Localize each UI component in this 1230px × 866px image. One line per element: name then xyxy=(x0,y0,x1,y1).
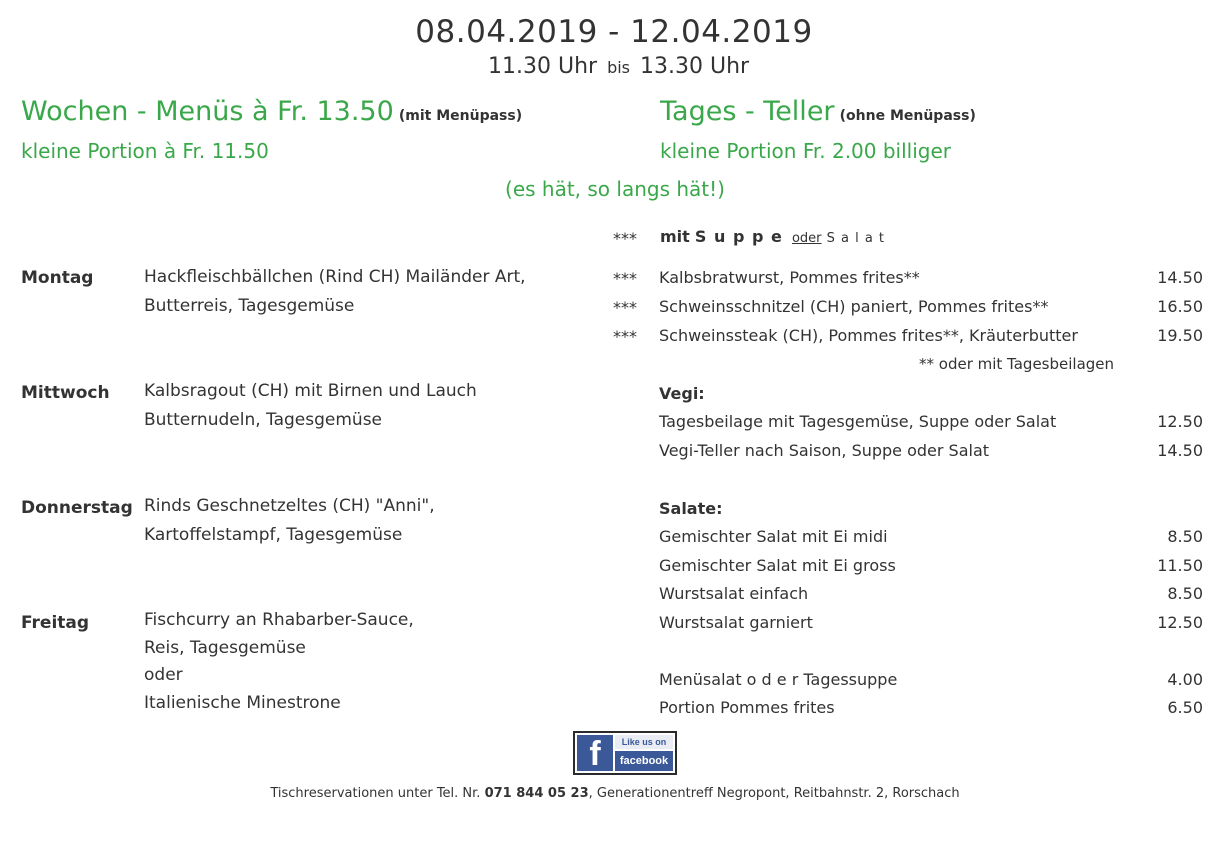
availability-note: (es hät, so langs hät!) xyxy=(505,177,725,201)
salate-heading: Salate: xyxy=(659,499,723,518)
footer-phone: 071 844 05 23 xyxy=(484,786,589,801)
day-donnerstag: Donnerstag xyxy=(21,498,133,518)
dish-line: Butternudeln, Tagesgemüse xyxy=(144,409,383,430)
dish-line: Butterreis, Tagesgemüse xyxy=(144,295,355,316)
intro-oder: oder xyxy=(791,231,822,246)
dish-line: Rinds Geschnetzeltes (CH) "Anni", xyxy=(144,496,435,516)
time-to: 13.30 Uhr xyxy=(640,54,750,79)
date-range: 08.04.2019 - 12.04.2019 xyxy=(415,14,813,50)
menu-price: 16.50 xyxy=(1157,297,1203,316)
wochen-small-portion: kleine Portion à Fr. 11.50 xyxy=(21,139,269,163)
menu-item: Schweinsschnitzel (CH) paniert, Pommes frites** xyxy=(659,297,1049,316)
tages-small-portion: kleine Portion Fr. 2.00 billiger xyxy=(660,139,951,163)
facebook-like-badge[interactable] xyxy=(573,731,677,775)
menu-item: Menüsalat o d e r Tagessuppe xyxy=(659,670,898,689)
menu-price: 4.00 xyxy=(1167,670,1203,689)
footer-prefix: Tischreservationen unter Tel. Nr. xyxy=(270,786,481,801)
time-from: 11.30 Uhr xyxy=(488,54,598,79)
facebook-wordmark: facebook xyxy=(615,751,673,771)
day-montag: Montag xyxy=(21,268,94,288)
tages-title: Tages - Teller xyxy=(660,96,835,127)
intro-salat: S a l a t xyxy=(826,231,886,246)
beilagen-footnote: ** oder mit Tagesbeilagen xyxy=(919,355,1115,373)
intro-stars: *** xyxy=(613,229,637,248)
wochen-note: (mit Menüpass) xyxy=(398,108,523,124)
intro-suppe: S u p p e xyxy=(694,227,783,246)
stars-3: *** xyxy=(613,327,637,346)
dish-line: Italienische Minestrone xyxy=(144,692,341,713)
vegi-heading: Vegi: xyxy=(659,384,705,403)
day-freitag: Freitag xyxy=(21,613,90,633)
suppe-salat-intro xyxy=(660,227,885,246)
menu-item: Schweinssteak (CH), Pommes frites**, Kräuterbutter xyxy=(659,326,1078,345)
menu-item: Wurstsalat garniert xyxy=(659,613,813,632)
dish-line: oder xyxy=(144,665,183,685)
day-mittwoch: Mittwoch xyxy=(21,383,110,403)
wochen-title: Wochen - Menüs à Fr. 13.50 xyxy=(21,96,394,127)
dish-mittwoch xyxy=(144,377,477,434)
dish-line: Kalbsragout (CH) mit Birnen und Lauch xyxy=(144,381,477,401)
wochen-menu-heading xyxy=(21,96,522,127)
menu-price: 12.50 xyxy=(1157,613,1203,632)
dish-line: Hackfleischbällchen (Rind CH) Mailänder Art, xyxy=(144,267,526,287)
intro-mit: mit xyxy=(660,227,690,246)
dish-montag xyxy=(144,263,526,320)
menu-item: Gemischter Salat mit Ei midi xyxy=(659,527,888,546)
menu-item: Kalbsbratwurst, Pommes frites** xyxy=(659,268,920,287)
menu-price: 6.50 xyxy=(1167,698,1203,717)
menu-price: 12.50 xyxy=(1157,412,1203,431)
dish-line: Reis, Tagesgemüse xyxy=(144,637,306,658)
menu-item: Gemischter Salat mit Ei gross xyxy=(659,556,896,575)
stars-2: *** xyxy=(613,298,637,317)
tages-teller-heading xyxy=(660,96,976,127)
dish-freitag xyxy=(144,607,414,717)
facebook-f-icon: f xyxy=(577,735,613,771)
menu-price: 19.50 xyxy=(1157,326,1203,345)
dish-donnerstag xyxy=(144,492,435,549)
menu-item: Tagesbeilage mit Tagesgemüse, Suppe oder Salat xyxy=(659,412,1057,431)
menu-item: Wurstsalat einfach xyxy=(659,584,809,603)
menu-price: 14.50 xyxy=(1157,268,1203,287)
menu-price: 14.50 xyxy=(1157,441,1203,460)
menu-item: Vegi-Teller nach Saison, Suppe oder Salat xyxy=(659,441,990,460)
facebook-like-text: Like us on xyxy=(615,735,673,749)
time-bis: bis xyxy=(607,58,631,77)
dish-line: Kartoffelstampf, Tagesgemüse xyxy=(144,524,403,545)
menu-item: Portion Pommes frites xyxy=(659,698,835,717)
menu-price: 11.50 xyxy=(1157,556,1203,575)
tages-note: (ohne Menüpass) xyxy=(839,108,976,124)
dish-line: Fischcurry an Rhabarber-Sauce, xyxy=(144,610,414,630)
menu-price: 8.50 xyxy=(1167,527,1203,546)
menu-price: 8.50 xyxy=(1167,584,1203,603)
stars-1: *** xyxy=(613,269,637,288)
opening-hours xyxy=(488,54,749,79)
footer-suffix: , Generationentreff Negropont, Reitbahnstr. 2, Rorschach xyxy=(588,786,960,801)
reservation-footer xyxy=(0,786,1230,801)
